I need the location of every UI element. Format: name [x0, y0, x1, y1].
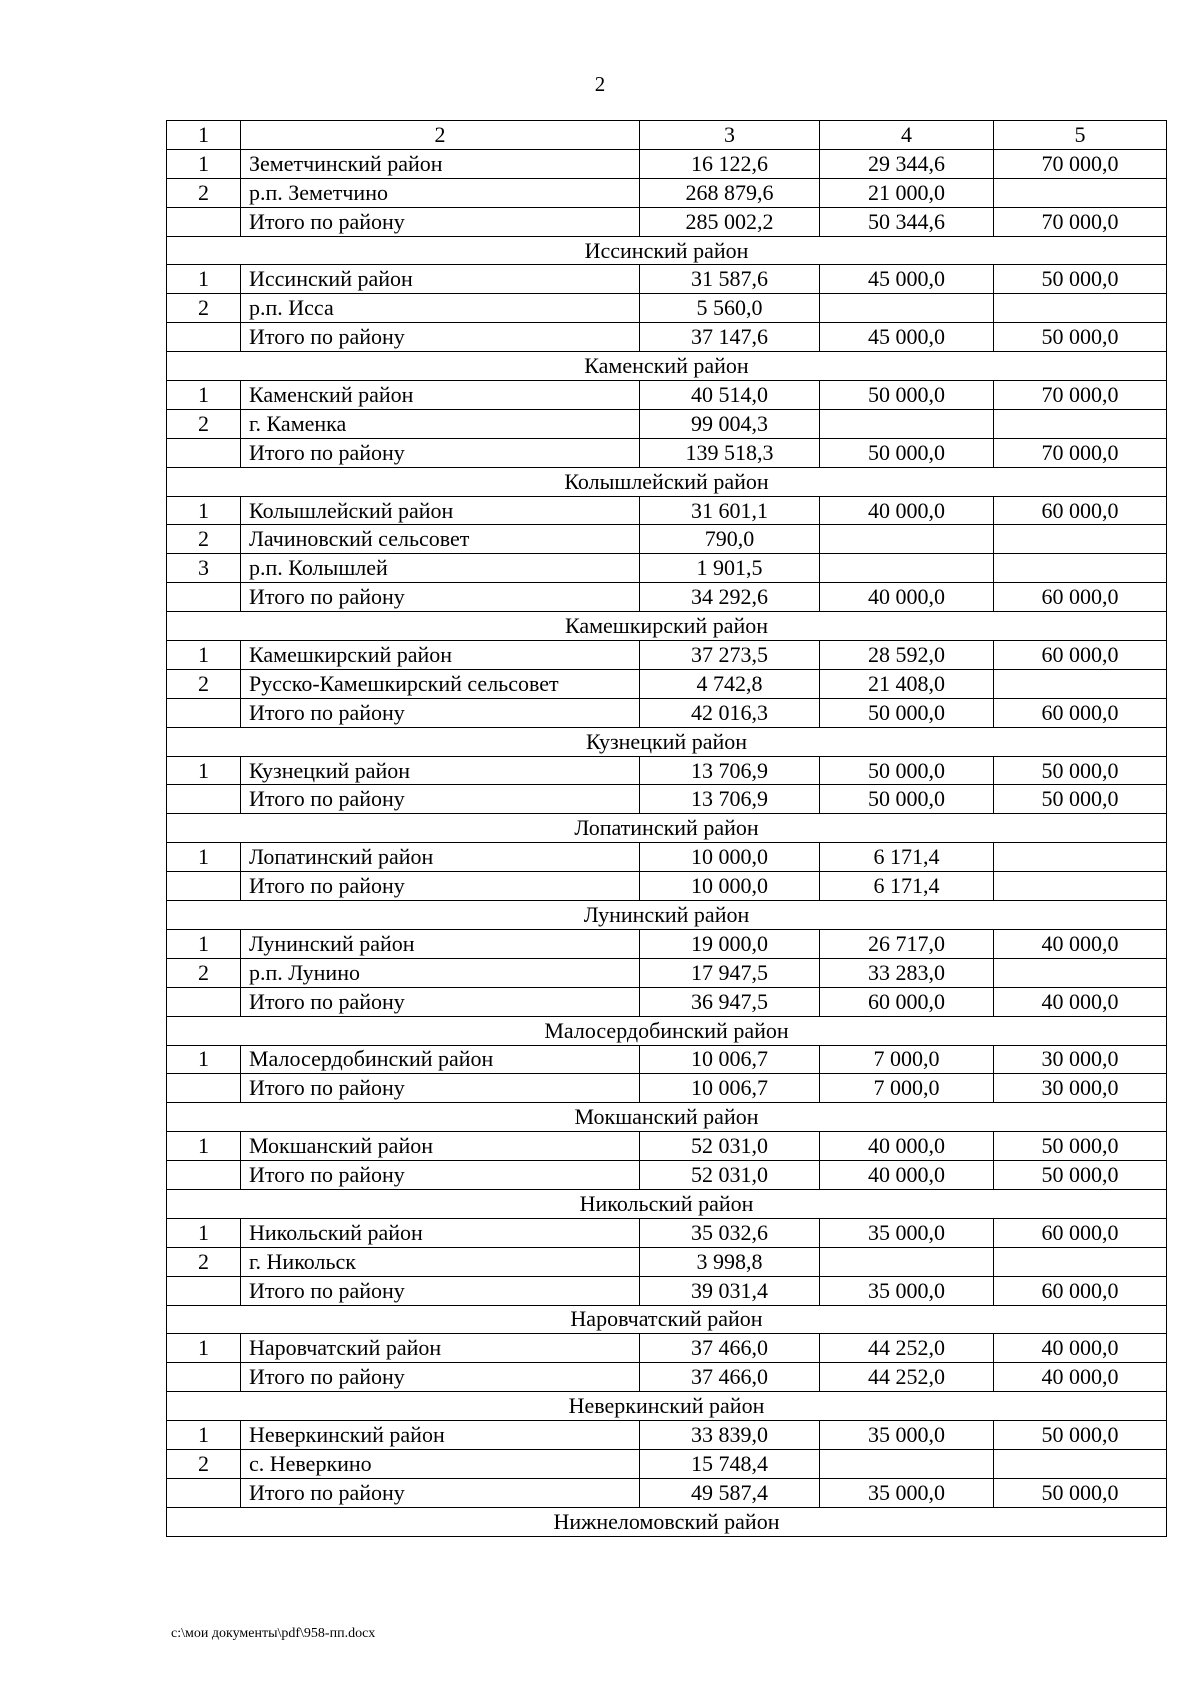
row-name: Итого по району — [241, 987, 640, 1016]
row-number: 1 — [167, 929, 241, 958]
value-col-3: 10 000,0 — [640, 843, 820, 872]
total-row — [167, 583, 1167, 612]
value-col-5 — [994, 872, 1167, 901]
total-row — [167, 872, 1167, 901]
value-col-5: 30 000,0 — [994, 1074, 1167, 1103]
row-number — [167, 1363, 241, 1392]
row-name: Малосердобинский район — [241, 1045, 640, 1074]
value-col-4: 6 171,4 — [820, 843, 994, 872]
section-title: Наровчатский район — [167, 1305, 1167, 1334]
section-row — [167, 236, 1167, 265]
total-row — [167, 207, 1167, 236]
value-col-3: 99 004,3 — [640, 409, 820, 438]
value-col-4: 40 000,0 — [820, 496, 994, 525]
table-row — [167, 929, 1167, 958]
table-row — [167, 1334, 1167, 1363]
table-row — [167, 1247, 1167, 1276]
value-col-3: 10 006,7 — [640, 1074, 820, 1103]
row-name: р.п. Земетчино — [241, 178, 640, 207]
row-name: Итого по району — [241, 1478, 640, 1507]
table-body — [167, 121, 1167, 1537]
table-row — [167, 149, 1167, 178]
row-number: 1 — [167, 496, 241, 525]
section-row — [167, 1305, 1167, 1334]
value-col-3: 17 947,5 — [640, 958, 820, 987]
row-name: Колышлейский район — [241, 496, 640, 525]
value-col-4: 28 592,0 — [820, 641, 994, 670]
value-col-4: 50 000,0 — [820, 381, 994, 410]
row-number: 3 — [167, 554, 241, 583]
header-col-2: 2 — [241, 121, 640, 150]
table-row — [167, 265, 1167, 294]
total-row — [167, 987, 1167, 1016]
value-col-4: 35 000,0 — [820, 1218, 994, 1247]
value-col-3: 52 031,0 — [640, 1132, 820, 1161]
section-row — [167, 467, 1167, 496]
row-name: Никольский район — [241, 1218, 640, 1247]
section-title: Колышлейский район — [167, 467, 1167, 496]
header-col-4: 4 — [820, 121, 994, 150]
value-col-4: 35 000,0 — [820, 1421, 994, 1450]
table-row — [167, 1421, 1167, 1450]
value-col-3: 33 839,0 — [640, 1421, 820, 1450]
value-col-3: 268 879,6 — [640, 178, 820, 207]
row-number: 1 — [167, 149, 241, 178]
table-row — [167, 1218, 1167, 1247]
row-number: 2 — [167, 294, 241, 323]
value-col-3: 19 000,0 — [640, 929, 820, 958]
value-col-5 — [994, 409, 1167, 438]
row-number — [167, 1276, 241, 1305]
value-col-4: 29 344,6 — [820, 149, 994, 178]
section-title: Камешкирский район — [167, 612, 1167, 641]
total-row — [167, 785, 1167, 814]
value-col-5: 70 000,0 — [994, 381, 1167, 410]
total-row — [167, 1276, 1167, 1305]
row-number — [167, 323, 241, 352]
row-number: 1 — [167, 381, 241, 410]
row-number — [167, 583, 241, 612]
value-col-4: 44 252,0 — [820, 1334, 994, 1363]
value-col-5: 60 000,0 — [994, 698, 1167, 727]
table-row — [167, 496, 1167, 525]
row-name: Итого по району — [241, 1276, 640, 1305]
section-row — [167, 1103, 1167, 1132]
row-number: 2 — [167, 178, 241, 207]
value-col-5: 60 000,0 — [994, 583, 1167, 612]
table-row — [167, 641, 1167, 670]
value-col-4: 50 000,0 — [820, 785, 994, 814]
row-number — [167, 207, 241, 236]
value-col-3: 52 031,0 — [640, 1161, 820, 1190]
row-number: 1 — [167, 1218, 241, 1247]
value-col-5: 70 000,0 — [994, 207, 1167, 236]
value-col-5: 50 000,0 — [994, 1161, 1167, 1190]
value-col-4: 40 000,0 — [820, 1132, 994, 1161]
value-col-4: 40 000,0 — [820, 1161, 994, 1190]
value-col-5: 60 000,0 — [994, 1218, 1167, 1247]
value-col-4: 50 000,0 — [820, 698, 994, 727]
row-name: Наровчатский район — [241, 1334, 640, 1363]
value-col-3: 35 032,6 — [640, 1218, 820, 1247]
value-col-3: 37 273,5 — [640, 641, 820, 670]
value-col-5: 30 000,0 — [994, 1045, 1167, 1074]
section-title: Каменский район — [167, 352, 1167, 381]
value-col-3: 36 947,5 — [640, 987, 820, 1016]
value-col-5: 50 000,0 — [994, 323, 1167, 352]
row-name: Итого по району — [241, 207, 640, 236]
value-col-3: 15 748,4 — [640, 1449, 820, 1478]
value-col-4: 35 000,0 — [820, 1478, 994, 1507]
table-row — [167, 958, 1167, 987]
row-number — [167, 872, 241, 901]
value-col-3: 4 742,8 — [640, 669, 820, 698]
row-number — [167, 987, 241, 1016]
section-row — [167, 1016, 1167, 1045]
row-number: 1 — [167, 1132, 241, 1161]
row-number: 1 — [167, 1421, 241, 1450]
table-row — [167, 381, 1167, 410]
row-name: р.п. Исса — [241, 294, 640, 323]
value-col-4: 21 000,0 — [820, 178, 994, 207]
value-col-3: 16 122,6 — [640, 149, 820, 178]
value-col-3: 34 292,6 — [640, 583, 820, 612]
value-col-4: 26 717,0 — [820, 929, 994, 958]
total-row — [167, 1161, 1167, 1190]
table-row — [167, 669, 1167, 698]
row-name: Неверкинский район — [241, 1421, 640, 1450]
value-col-4: 40 000,0 — [820, 583, 994, 612]
value-col-5: 40 000,0 — [994, 987, 1167, 1016]
value-col-5 — [994, 1449, 1167, 1478]
value-col-5 — [994, 554, 1167, 583]
row-number: 1 — [167, 265, 241, 294]
value-col-4: 21 408,0 — [820, 669, 994, 698]
value-col-4: 45 000,0 — [820, 323, 994, 352]
page-number: 2 — [594, 72, 606, 96]
total-row — [167, 1363, 1167, 1392]
value-col-5: 40 000,0 — [994, 929, 1167, 958]
section-title: Лунинский район — [167, 901, 1167, 930]
header-row — [167, 121, 1167, 150]
value-col-3: 5 560,0 — [640, 294, 820, 323]
row-number — [167, 1074, 241, 1103]
section-row — [167, 352, 1167, 381]
value-col-3: 49 587,4 — [640, 1478, 820, 1507]
row-name: Итого по району — [241, 785, 640, 814]
value-col-4: 45 000,0 — [820, 265, 994, 294]
value-col-3: 31 601,1 — [640, 496, 820, 525]
row-name: Лопатинский район — [241, 843, 640, 872]
row-name: р.п. Лунино — [241, 958, 640, 987]
row-name: г. Каменка — [241, 409, 640, 438]
value-col-5 — [994, 178, 1167, 207]
value-col-5: 60 000,0 — [994, 496, 1167, 525]
value-col-3: 37 466,0 — [640, 1363, 820, 1392]
section-title: Иссинский район — [167, 236, 1167, 265]
allocation-table — [166, 120, 1167, 1537]
row-number: 2 — [167, 958, 241, 987]
total-row — [167, 1478, 1167, 1507]
row-number: 2 — [167, 669, 241, 698]
value-col-5 — [994, 669, 1167, 698]
value-col-5: 40 000,0 — [994, 1334, 1167, 1363]
section-title: Кузнецкий район — [167, 727, 1167, 756]
section-title: Неверкинский район — [167, 1392, 1167, 1421]
row-name: Лачиновский сельсовет — [241, 525, 640, 554]
table-row — [167, 1449, 1167, 1478]
value-col-5: 50 000,0 — [994, 756, 1167, 785]
row-name: Кузнецкий район — [241, 756, 640, 785]
value-col-3: 39 031,4 — [640, 1276, 820, 1305]
table-row — [167, 756, 1167, 785]
value-col-4: 50 000,0 — [820, 756, 994, 785]
value-col-3: 285 002,2 — [640, 207, 820, 236]
value-col-5: 50 000,0 — [994, 785, 1167, 814]
value-col-4 — [820, 294, 994, 323]
value-col-3: 10 006,7 — [640, 1045, 820, 1074]
row-number: 1 — [167, 1334, 241, 1363]
row-number: 2 — [167, 1449, 241, 1478]
header-col-1: 1 — [167, 121, 241, 150]
row-number — [167, 438, 241, 467]
value-col-3: 31 587,6 — [640, 265, 820, 294]
value-col-3: 13 706,9 — [640, 756, 820, 785]
value-col-4 — [820, 1449, 994, 1478]
row-name: Камешкирский район — [241, 641, 640, 670]
value-col-4 — [820, 525, 994, 554]
row-number: 1 — [167, 756, 241, 785]
row-name: Итого по району — [241, 1363, 640, 1392]
row-number: 2 — [167, 1247, 241, 1276]
value-col-4: 44 252,0 — [820, 1363, 994, 1392]
total-row — [167, 323, 1167, 352]
value-col-4: 7 000,0 — [820, 1074, 994, 1103]
value-col-5: 50 000,0 — [994, 265, 1167, 294]
file-path-footer: c:\мои документы\pdf\958-пп.docx — [171, 1626, 376, 1641]
value-col-3: 37 147,6 — [640, 323, 820, 352]
table-row — [167, 554, 1167, 583]
value-col-3: 790,0 — [640, 525, 820, 554]
value-col-4 — [820, 554, 994, 583]
row-number: 2 — [167, 409, 241, 438]
value-col-4: 33 283,0 — [820, 958, 994, 987]
row-name: г. Никольск — [241, 1247, 640, 1276]
total-row — [167, 1074, 1167, 1103]
row-name: Русско-Камешкирский сельсовет — [241, 669, 640, 698]
section-row — [167, 1392, 1167, 1421]
row-name: Итого по району — [241, 438, 640, 467]
value-col-3: 1 901,5 — [640, 554, 820, 583]
row-number — [167, 785, 241, 814]
value-col-5: 60 000,0 — [994, 1276, 1167, 1305]
section-row — [167, 612, 1167, 641]
table-row — [167, 1132, 1167, 1161]
section-title: Малосердобинский район — [167, 1016, 1167, 1045]
value-col-4: 35 000,0 — [820, 1276, 994, 1305]
value-col-3: 3 998,8 — [640, 1247, 820, 1276]
value-col-5: 40 000,0 — [994, 1363, 1167, 1392]
row-number: 1 — [167, 1045, 241, 1074]
section-title: Лопатинский район — [167, 814, 1167, 843]
section-row — [167, 814, 1167, 843]
value-col-5 — [994, 1247, 1167, 1276]
row-number — [167, 698, 241, 727]
row-number: 2 — [167, 525, 241, 554]
value-col-4: 6 171,4 — [820, 872, 994, 901]
value-col-4 — [820, 1247, 994, 1276]
section-row — [167, 1189, 1167, 1218]
section-row — [167, 901, 1167, 930]
row-name: Итого по району — [241, 698, 640, 727]
row-name: Каменский район — [241, 381, 640, 410]
value-col-3: 37 466,0 — [640, 1334, 820, 1363]
row-name: Итого по району — [241, 583, 640, 612]
value-col-5: 60 000,0 — [994, 641, 1167, 670]
value-col-5: 50 000,0 — [994, 1421, 1167, 1450]
row-name: р.п. Колышлей — [241, 554, 640, 583]
value-col-3: 13 706,9 — [640, 785, 820, 814]
row-name: Иссинский район — [241, 265, 640, 294]
table-row — [167, 294, 1167, 323]
value-col-4: 50 344,6 — [820, 207, 994, 236]
value-col-4: 7 000,0 — [820, 1045, 994, 1074]
value-col-5: 50 000,0 — [994, 1132, 1167, 1161]
row-number: 1 — [167, 641, 241, 670]
value-col-5 — [994, 525, 1167, 554]
value-col-3: 40 514,0 — [640, 381, 820, 410]
value-col-5: 50 000,0 — [994, 1478, 1167, 1507]
header-col-5: 5 — [994, 121, 1167, 150]
row-number — [167, 1161, 241, 1190]
section-row — [167, 1507, 1167, 1536]
value-col-5 — [994, 958, 1167, 987]
header-col-3: 3 — [640, 121, 820, 150]
table-row — [167, 178, 1167, 207]
value-col-3: 42 016,3 — [640, 698, 820, 727]
row-name: Лунинский район — [241, 929, 640, 958]
row-name: с. Неверкино — [241, 1449, 640, 1478]
total-row — [167, 698, 1167, 727]
table-row — [167, 525, 1167, 554]
section-row — [167, 727, 1167, 756]
section-title: Мокшанский район — [167, 1103, 1167, 1132]
value-col-5: 70 000,0 — [994, 438, 1167, 467]
total-row — [167, 438, 1167, 467]
table-row — [167, 843, 1167, 872]
value-col-3: 10 000,0 — [640, 872, 820, 901]
row-name: Мокшанский район — [241, 1132, 640, 1161]
value-col-3: 139 518,3 — [640, 438, 820, 467]
section-title: Нижнеломовский район — [167, 1507, 1167, 1536]
row-name: Итого по району — [241, 323, 640, 352]
value-col-4 — [820, 409, 994, 438]
row-name: Земетчинский район — [241, 149, 640, 178]
value-col-5: 70 000,0 — [994, 149, 1167, 178]
value-col-5 — [994, 843, 1167, 872]
section-title: Никольский район — [167, 1189, 1167, 1218]
row-name: Итого по району — [241, 1161, 640, 1190]
value-col-4: 50 000,0 — [820, 438, 994, 467]
value-col-5 — [994, 294, 1167, 323]
row-name: Итого по району — [241, 1074, 640, 1103]
row-number: 1 — [167, 843, 241, 872]
table-row — [167, 1045, 1167, 1074]
table-row — [167, 409, 1167, 438]
value-col-4: 60 000,0 — [820, 987, 994, 1016]
row-name: Итого по району — [241, 872, 640, 901]
row-number — [167, 1478, 241, 1507]
